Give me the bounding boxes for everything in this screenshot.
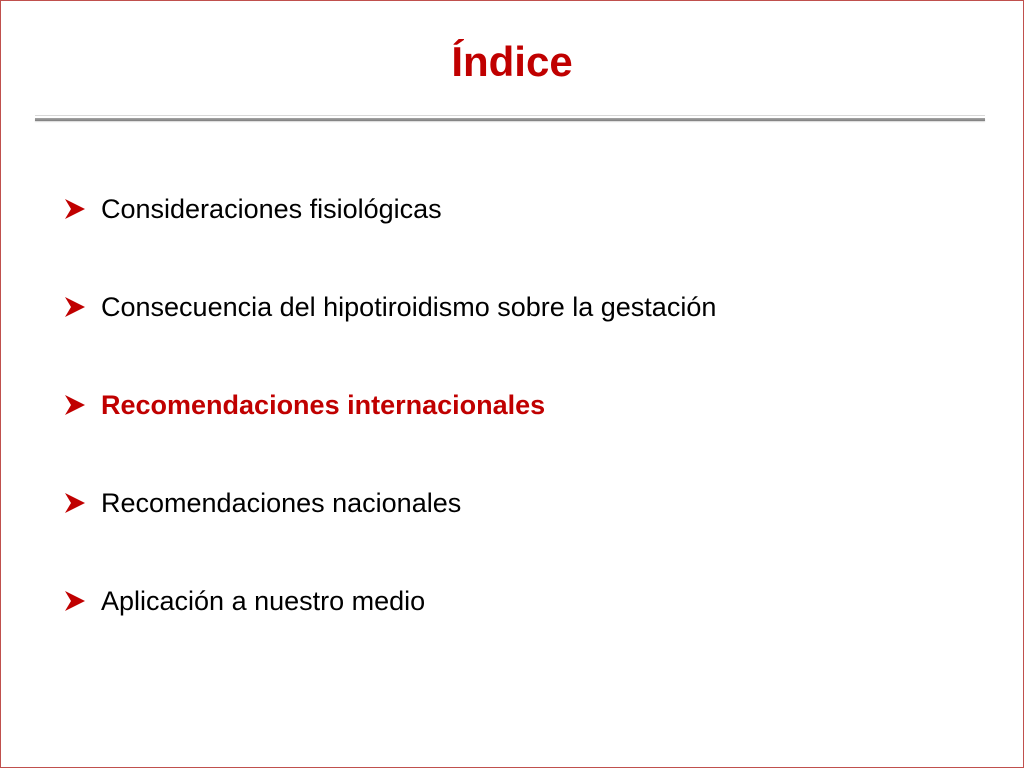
arrow-bullet-icon — [63, 198, 101, 220]
divider-top-line — [35, 115, 985, 116]
list-item — [63, 479, 716, 527]
list-item — [63, 283, 716, 331]
list-item-label: Consideraciones fisiológicas — [101, 193, 442, 224]
title-divider — [35, 115, 985, 121]
arrow-bullet-icon — [63, 590, 101, 612]
list-item-label: Consecuencia del hipotiroidismo sobre la gestación — [101, 291, 717, 322]
list-item — [63, 381, 716, 429]
list-item-label-highlighted: Recomendaciones internacionales — [101, 389, 546, 420]
slide-title: Índice — [451, 38, 573, 85]
list-item-label: Recomendaciones nacionales — [101, 487, 462, 518]
arrow-bullet-icon — [63, 492, 101, 514]
divider-main-line — [35, 118, 985, 121]
index-list — [63, 185, 716, 675]
list-item — [63, 185, 716, 233]
arrow-bullet-icon — [63, 394, 101, 416]
list-item — [63, 577, 716, 625]
arrow-bullet-icon — [63, 296, 101, 318]
list-item-label: Aplicación a nuestro medio — [101, 585, 426, 616]
